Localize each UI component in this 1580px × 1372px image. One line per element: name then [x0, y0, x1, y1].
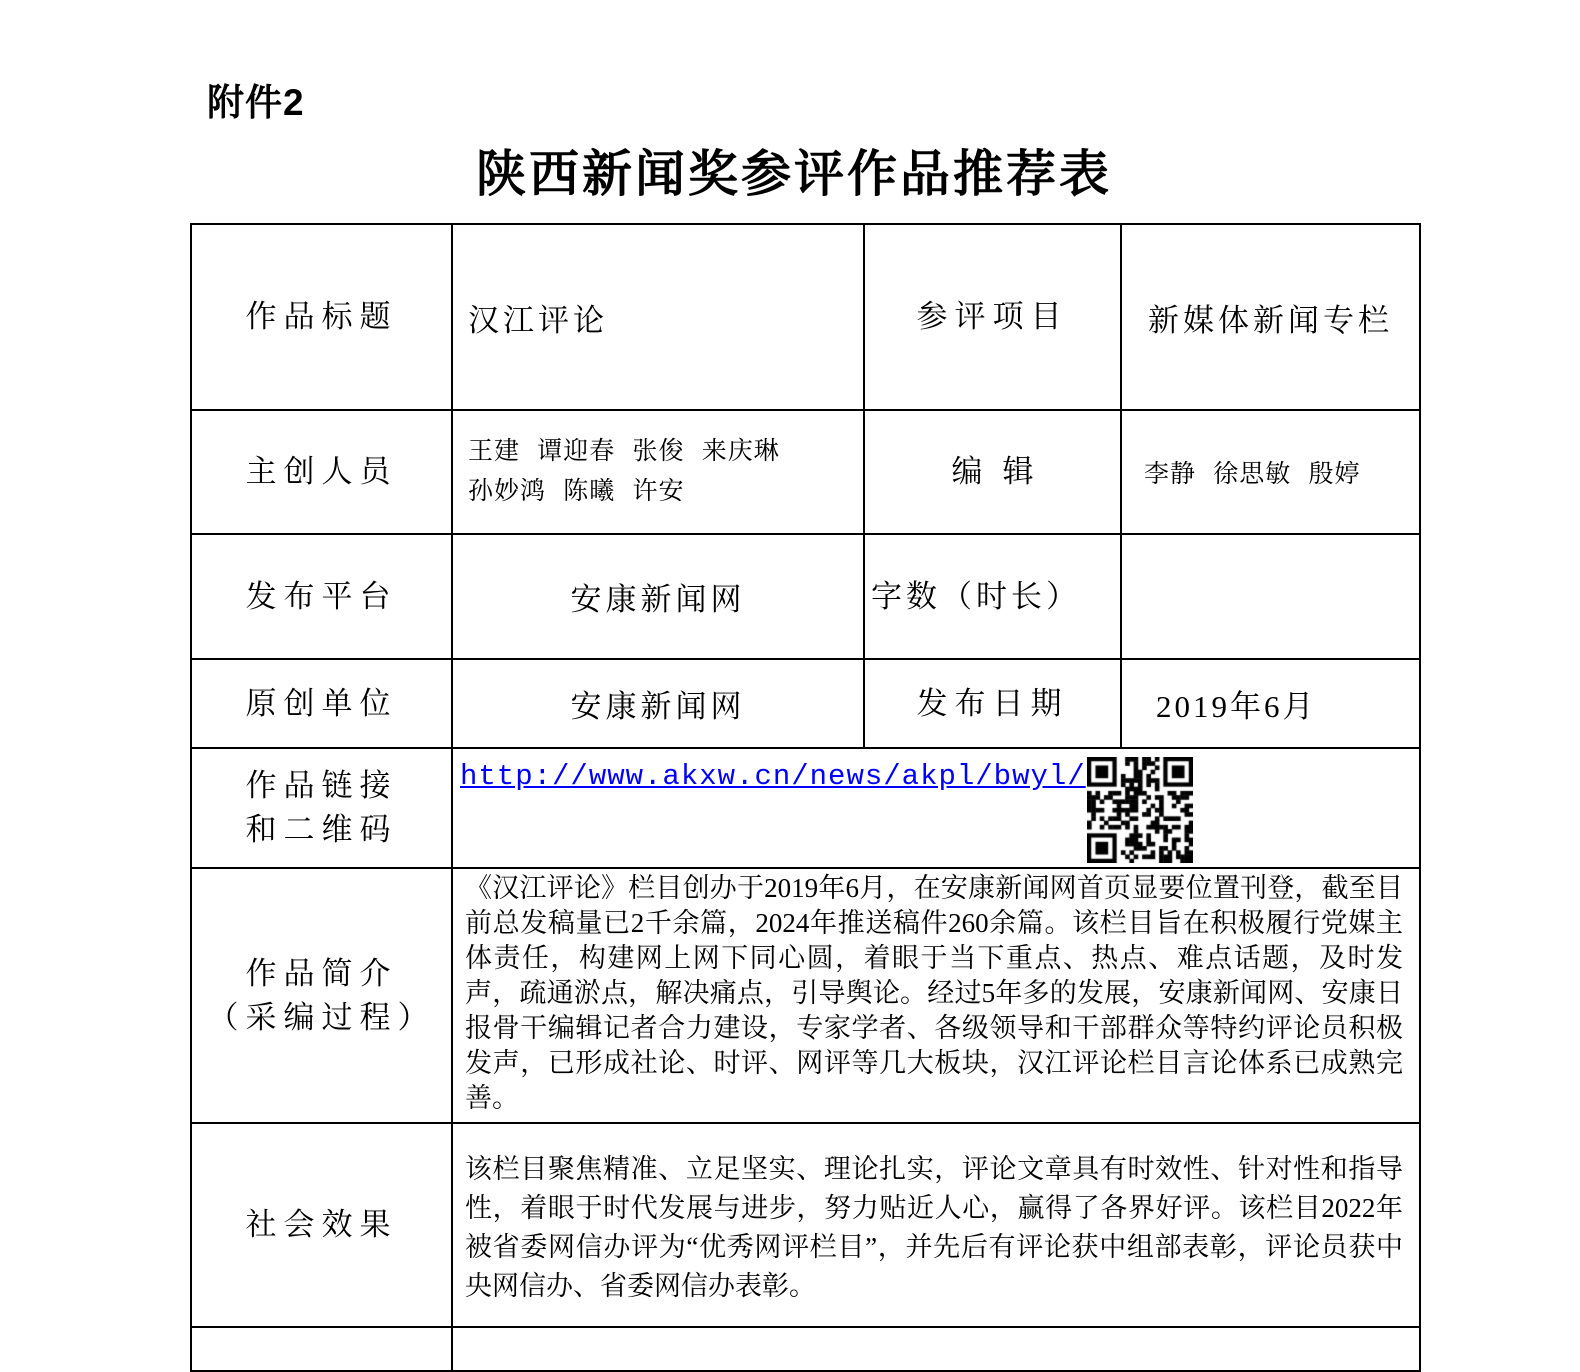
word-count-label: 字数（时长）	[864, 534, 1121, 659]
publish-date-label: 发布日期	[864, 659, 1121, 748]
qr-code-icon	[1087, 757, 1193, 863]
platform-label: 发布平台	[191, 534, 452, 659]
platform-value: 安康新闻网	[452, 534, 864, 659]
creators-line-2: 孙妙鸿 陈曦 许安	[468, 478, 685, 505]
table-row	[191, 868, 1420, 1123]
table-row	[191, 410, 1420, 534]
table-row	[191, 1327, 1420, 1371]
next-row-label-cell	[191, 1327, 452, 1371]
table-row	[191, 659, 1420, 748]
editor-value: 李静 徐思敏 殷婷	[1121, 410, 1420, 534]
table-row	[191, 1123, 1420, 1327]
entry-category-label: 参评项目	[864, 224, 1121, 410]
table-row	[191, 224, 1420, 410]
work-link[interactable]: http://www.akxw.cn/news/akpl/bwyl/	[460, 760, 1086, 793]
original-unit-label: 原创单位	[191, 659, 452, 748]
link-label	[191, 748, 452, 868]
work-title-value: 汉江评论	[452, 224, 864, 410]
link-label-line-2: 和二维码	[245, 812, 398, 847]
recommendation-table	[190, 223, 1421, 1372]
original-unit-value: 安康新闻网	[452, 659, 864, 748]
social-effect-label: 社会效果	[191, 1123, 452, 1327]
page-title: 陕西新闻奖参评作品推荐表	[476, 146, 1112, 202]
creators-value	[452, 410, 864, 534]
editor-label: 编辑	[864, 410, 1121, 534]
word-count-value	[1121, 534, 1420, 659]
link-cell	[452, 748, 1420, 868]
creators-line-1: 王建 谭迎春 张俊 来庆琳	[468, 438, 780, 465]
next-row-value-cell	[452, 1327, 1420, 1371]
summary-label-line-2: （采编过程）	[207, 999, 436, 1035]
link-label-line-1: 作品链接	[245, 768, 398, 803]
social-effect-text: 该栏目聚焦精准、立足坚实、理论扎实，评论文章具有时效性、针对性和指导性，着眼于时代发展与进步，努力贴近人心，赢得了各界好评。该栏目2022年被省委网信办评为“优秀网评栏目”，并先后有评论获中组部表彰，评论员获中央网信办、省委网信办表彰。	[452, 1123, 1420, 1327]
attachment-label: 附件2	[207, 82, 305, 123]
entry-category-value: 新媒体新闻专栏	[1121, 224, 1420, 410]
summary-label-line-1: 作品简介	[245, 955, 398, 991]
work-title-label: 作品标题	[191, 224, 452, 410]
table-row	[191, 534, 1420, 659]
publish-date-value: 2019年6月	[1121, 659, 1420, 748]
creators-label: 主创人员	[191, 410, 452, 534]
table-row	[191, 748, 1420, 868]
summary-label	[191, 868, 452, 1123]
summary-text: 《汉江评论》栏目创办于2019年6月，在安康新闻网首页显要位置刊登，截至目前总发稿量已2千余篇，2024年推送稿件260余篇。该栏目旨在积极履行党媒主体责任，构建网上网下同心圆，着眼于当下重点、热点、难点话题，及时发声，疏通淤点，解决痛点，引导舆论。经过5年多的发展，安康新闻网、安康日报骨干编辑记者合力建设，专家学者、各级领导和干部群众等特约评论员积极发声，已形成社论、时评、网评等几大板块，汉江评论栏目言论体系已成熟完善。	[452, 868, 1420, 1123]
